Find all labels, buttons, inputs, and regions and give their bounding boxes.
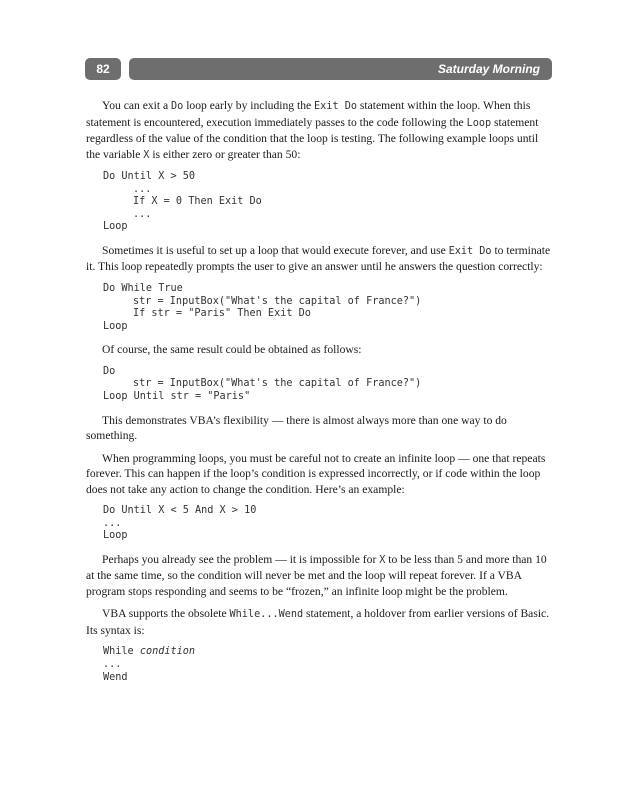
code-line: Wend (103, 671, 128, 683)
code-line: Do Until X < 5 And X > 10 (103, 505, 257, 517)
code-line: Loop (103, 530, 128, 542)
code-listing-infinite (103, 505, 552, 543)
code-line: Loop (103, 320, 128, 332)
code-line: ... (103, 659, 122, 670)
code-line: If str = "Paris" Then Exit Do (133, 308, 311, 320)
paragraph-same-result: Of course, the same result could be obtained as follows: (102, 343, 362, 357)
paragraph-flexibility: This demonstrates VBA’s flexibility — there is almost always more than one way to do something. (86, 413, 507, 443)
code-listing-do-while (103, 283, 552, 333)
paragraph-problem: Perhaps you already see the problem — it is impossible for X to be less than 5 and more than 10 at the same time, so the condition will never be met and the loop will repeat forever. If a VBA program stops responding and seems to be “frozen,” an infinite loop might be the problem. (86, 552, 547, 598)
code-line: ... (133, 183, 152, 195)
paragraph-forever-loop: Sometimes it is useful to set up a loop that would execute forever, and use Exit Do to terminate it. This loop repeatedly prompts the user to give an answer until he answers the question correctly: (86, 243, 551, 274)
code-line: str = InputBox("What's the capital of France?") (133, 295, 422, 307)
paragraph-while-wend: VBA supports the obsolete While...Wend statement, a holdover from earlier versions of Basic. Its syntax is: (86, 607, 550, 637)
code-line: If X = 0 Then Exit Do (133, 196, 262, 208)
paragraph-infinite-loop: When programming loops, you must be careful not to create an infinite loop — one that repeats forever. This can happen if the loop’s condition is expressed incorrectly, or if code within the loop does not take any action to change the condition. Here’s an example: (86, 451, 546, 496)
header-bar (129, 58, 552, 80)
code-line: While condition (103, 646, 196, 658)
code-line: Do (103, 365, 116, 377)
code-line: ... (103, 517, 122, 529)
code-listing-loop-until (103, 366, 552, 404)
code-line: Do While True (103, 282, 183, 294)
running-header (85, 58, 552, 80)
code-line: str = InputBox("What's the capital of France?") (133, 378, 422, 390)
code-line: Loop Until str = "Paris" (103, 391, 251, 403)
paragraph-exit-do: You can exit a Do loop early by including the Exit Do statement within the loop. When this statement is encountered, execution immediately passes to the code following the Loop statement regardless of the value of the condition that the loop is testing. The following example loops until the variable X is either zero or greater than 50: (86, 99, 539, 161)
code-line: ... (133, 208, 152, 220)
page-number: 82 (85, 58, 121, 80)
chapter-title: Saturday Morning (437, 62, 540, 76)
code-line: Loop (103, 221, 128, 233)
code-listing-do-until (103, 171, 552, 234)
code-line: Do Until X > 50 (103, 171, 196, 182)
page-body (86, 98, 552, 693)
code-listing-while-wend (103, 646, 552, 684)
